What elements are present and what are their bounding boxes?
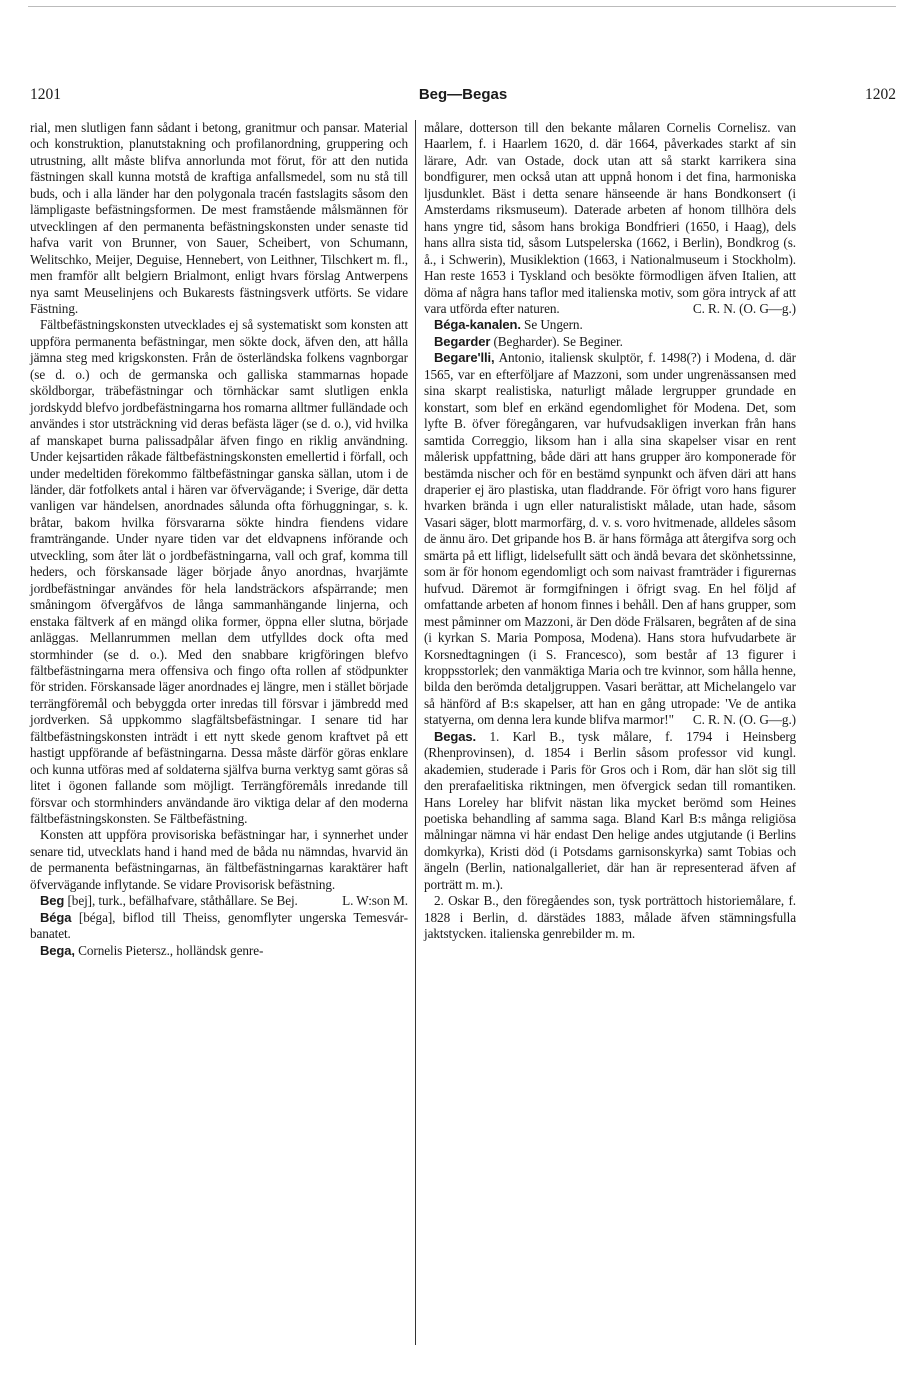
page-header [30, 86, 896, 110]
author-signature: C. R. N. (O. G—g.) [692, 712, 796, 728]
entry-text: [bej], turk., befälhafvare, ståthållare. Se Bej. [64, 893, 298, 909]
entry-begarelli [424, 350, 796, 728]
column-divider [415, 120, 416, 1345]
author-signature: C. R. N. (O. G—g.) [692, 300, 796, 316]
entry-bega-cornelis [30, 943, 408, 959]
entry-bega-river [30, 910, 408, 943]
headword: Béga-kanalen. [434, 317, 521, 333]
headword: Begas. [434, 728, 477, 744]
paragraph-text: Konsten att uppföra provisoriska befästningar har, i synnerhet under senare tid, utvecklats hand i hand med de båda nu nämndas, hvarvid än de permanenta befästningarnas, än fältbefästningarnas karaktärer haft öfvervägande inflytande. Se vidare Provisorisk befästning. [30, 827, 408, 892]
headword: Béga [40, 909, 72, 925]
entry-text: Se Ungern. [520, 317, 583, 333]
entry-begas-oskar: 2. Oskar B., den föregåendes son, tysk porträttoch historiemålare, f. 1828 i Berlin, d. därstädes 1883, målade äfven stämningsfulla jaktstycken. italienska genrebilder m. m. [424, 893, 796, 942]
running-head: Beg—Begas [418, 86, 508, 103]
entry-text: (Begharder). Se Beginer. [490, 333, 623, 349]
entry-text: [béga], biflod till Theiss, genomflyter ungerska Temesvár-banatet. [30, 909, 408, 942]
left-column [30, 120, 408, 959]
paragraph-fortification-permanent: rial, men slutligen fann sådant i betong, granitmur och pansar. Material och konstruktion, planutstakning och profilanordning, gruppering och utrustning, allt måste blifva annorlunda mot förut, för att den nutida fästningen skall kunna motstå de kraftiga anfallsmedel, som nu stå till buds, och i alla länder har den polygonala tracén fastslagits såsom den lämpligaste befästningsformen. De mest framstående målsmännen för utvecklingen af den permanenta befästningskonsten under senaste tid hafva varit von Brunner, von Sauer, Scheibert, von Schumann, Welitschko, Meijer, Deguise, Hennebert, von Leithner, Tilschkert m. fl., men framför allt belgiern Brialmont, enligt hvars förslag Antwerpens nya samt Meuselinjens och Bukarests fästningsverk utförts. Se vidare Fästning. [30, 120, 408, 316]
headword: Begare'lli, [434, 350, 495, 366]
page-number-left: 1201 [30, 86, 61, 103]
entry-begas [424, 729, 796, 894]
entry-bega-kanalen [424, 317, 796, 333]
top-rule [28, 6, 896, 7]
entry-begarder [424, 334, 796, 350]
entry-text: Cornelis Pietersz., holländsk genre- [74, 942, 264, 958]
page-number-right: 1202 [865, 86, 896, 103]
paragraph-field-fortification: Fältbefästningskonsten utvecklades ej så systematiskt som konsten att uppföra permanenta befästningar, men sökte dock, äfven den, att hålla jämna steg med krigskonsten. Från de österländska folkens vagnborgar (se d. o.) och de germanska och galliska stammarnas hopade sköldborgar, träbefästningar och törnhäckar samt slutligen enkla jordskydd blefvo jordbefästningarna hos romarna alltmer fulländade och användes i stor utsträckning vid deras befästa läger (se d. o.), vid hvilka af manskapet burna palissadpålar äfven fingo en riklig användning. Under kejsartiden råkade fältbefästningskonsten emellertid i förfall, och under medeltiden förekommo fältbefästningar ganska sällan, utom i de länder, där fotfolkets antal i hären var öfvervägande; i Sverige, där detta vanligen var händelsen, anordnades sålunda ofta förhuggningar, s. k. bråtar, bakom hvilka försvararna sökte hindra fiendens vidare framträngande. Under nyare tiden var det eldvapnens införande och utveckling, som åter lät o jordbefästningarna, vall och graf, komma till heders, och förskansade läger började ånyo anordnas, hvarjämte jordbefästningar användes för hela landsträckors afspärrande; men småningom öfvergåfvos de långa sammanhängande linjerna, och enstaka fältverk af en mängd olika former, öppna eller slutna, började anläggas. Mellanrummen mellan dem utfylldes dock ofta med stormhinder (se d. o.). Med den snabbare krigföringen blefvo fältbefästningarna mera offensiva och fingo ofta rollen af stödpunkter för striden. Förskansade läger anordnades ej längre, men i stället började terrängföremål och bebyggda orter inredas till försvar i jämbredd med jordverken. Så uppkommo slagfältsbefästningar. I senare tid har fältbefästningskonsten inträdt i ett nytt skede genom kraftvet på ett hastigt uppförande af befästningarna. Dessa måste därför göras enklare och kunna utföras med af soldaterna själfva burna verktyg samt göras så litet i ögonen fallande som möjligt. Terrängföremåls inredande till försvar och stormhinders användande äro viktiga delar af den moderna fältbefästningskonsten. Se Fältbefästning. [30, 317, 408, 827]
right-column [424, 120, 796, 943]
paragraph-text: målare, dotterson till den bekante målaren Cornelis Cornelisz. van Haarlem, f. i Haarlem 1620, d. där 1664, påverkades starkt af sin lärare, Adr. van Ostade, dock utan att så starkt karrikera sina bondfigurer, men också utan att uppnå honom i det fina, harmoniska ljusdunklet. Bäst i detta senare hänseende är hans Bondkonsert (i Amsterdams riksmuseum). Daterade arbeten af honom tillhöra dels hans yngre tid, såsom hans brokiga Bondfrieri (1650, i Haag), dels hans allra sista tid, såsom Lutspelerska (1662, i Berlin), Bondkrog (s. å., i Schwerin), Musiklektion (1663, i Nationalmuseum i Stockholm). Han reste 1653 i Tyskland och besökte förmodligen äfven Italien, att döma af några hans taflor med italienska motiv, som göra intryck af att vara utförda efter naturen. [424, 120, 796, 316]
entry-bega-continued [424, 120, 796, 317]
headword: Begarder [434, 333, 491, 349]
author-signature: L. W:son M. [342, 893, 408, 909]
entry-text: 1. Karl B., tysk målare, f. 1794 i Heinsberg (Rhenprovinsen), d. 1854 i Berlin såsom professor vid kungl. akademien, studerade i Paris för Gros och i Rom, där han slöt sig till den prerafaelitiska riktningen, men öfvergick sedan till romantiken. Hans Loreley har blifvit nästan lika mycket berömd som Heines poetiska behandling af samma saga. Bland Karl B:s många religiösa målningar nämna vi här endast Den helige andes utgjutande (i Berlins domkyrka), Kristi död (i Potsdams garnisonskyrka) samt Tobias och ängeln (Berlin, nationalgalleriet, där han är representerad äfven af porträtt m. m.). [424, 728, 796, 892]
headword: Beg [40, 893, 65, 909]
entry-text: Antonio, italiensk skulptör, f. 1498(?) i Modena, d. där 1565, var en efterföljare af Mazzoni, som under ungrenässansen med sina skarpt realistiska, naturligt målade lergrupper grundade en konstart, som blef en erkänd egendomlighet för Modena. Det, som lyfte B. öfver föregångaren, var hufvudsakligen inverkan från hans samtida Correggio, liksom han i alla sina skapelser visar en rent målerisk uppfattning, både däri att hans grupper äro komponerade för bestämda nischer och för en bestämd synpunkt och äfven däri att hans draperier ej äro plastiska, utan fladdrande. För öfrigt voro hans figurer hvarken brända i ugn eller naturalistiskt målade, utan hade, såsom Vasari säger, blott marmorfärg, d. v. s. voro hvitmenade, alldeles såsom de ännu äro. Det gripande hos B. är hans förmåga att återgifva sorg och smärta på ett lifligt, lidelsefullt sätt och ändå bevara det skönhetssinne, som är för honom egendomligt och som naivast framträder i figurernas hufvud. Däremot är formgifningen i öfrigt svag. En hel följd af omfattande arbeten af honom finnes i behåll. Den af hans grupper, som mest påminner om Mazzoni, är Den döde Frälsaren, begråten af de sina (i kyrkan S. Maria Pomposa, Modena). Hans stora hufvudarbete är Korsnedtagningen (i S. Francesco), som består af 13 figurer i kroppsstorlek; den vanmäktiga Maria och tre kvinnor, som hålla henne, bilda den berömda detaljgruppen. Vasari berättar, att Michelangelo var så hänförd af B:s skapelser, att han en gång utropade: 'Ve de antika statyerna, om denna lera kunde blifva marmor!" [424, 350, 796, 728]
headword: Bega, [40, 942, 75, 958]
